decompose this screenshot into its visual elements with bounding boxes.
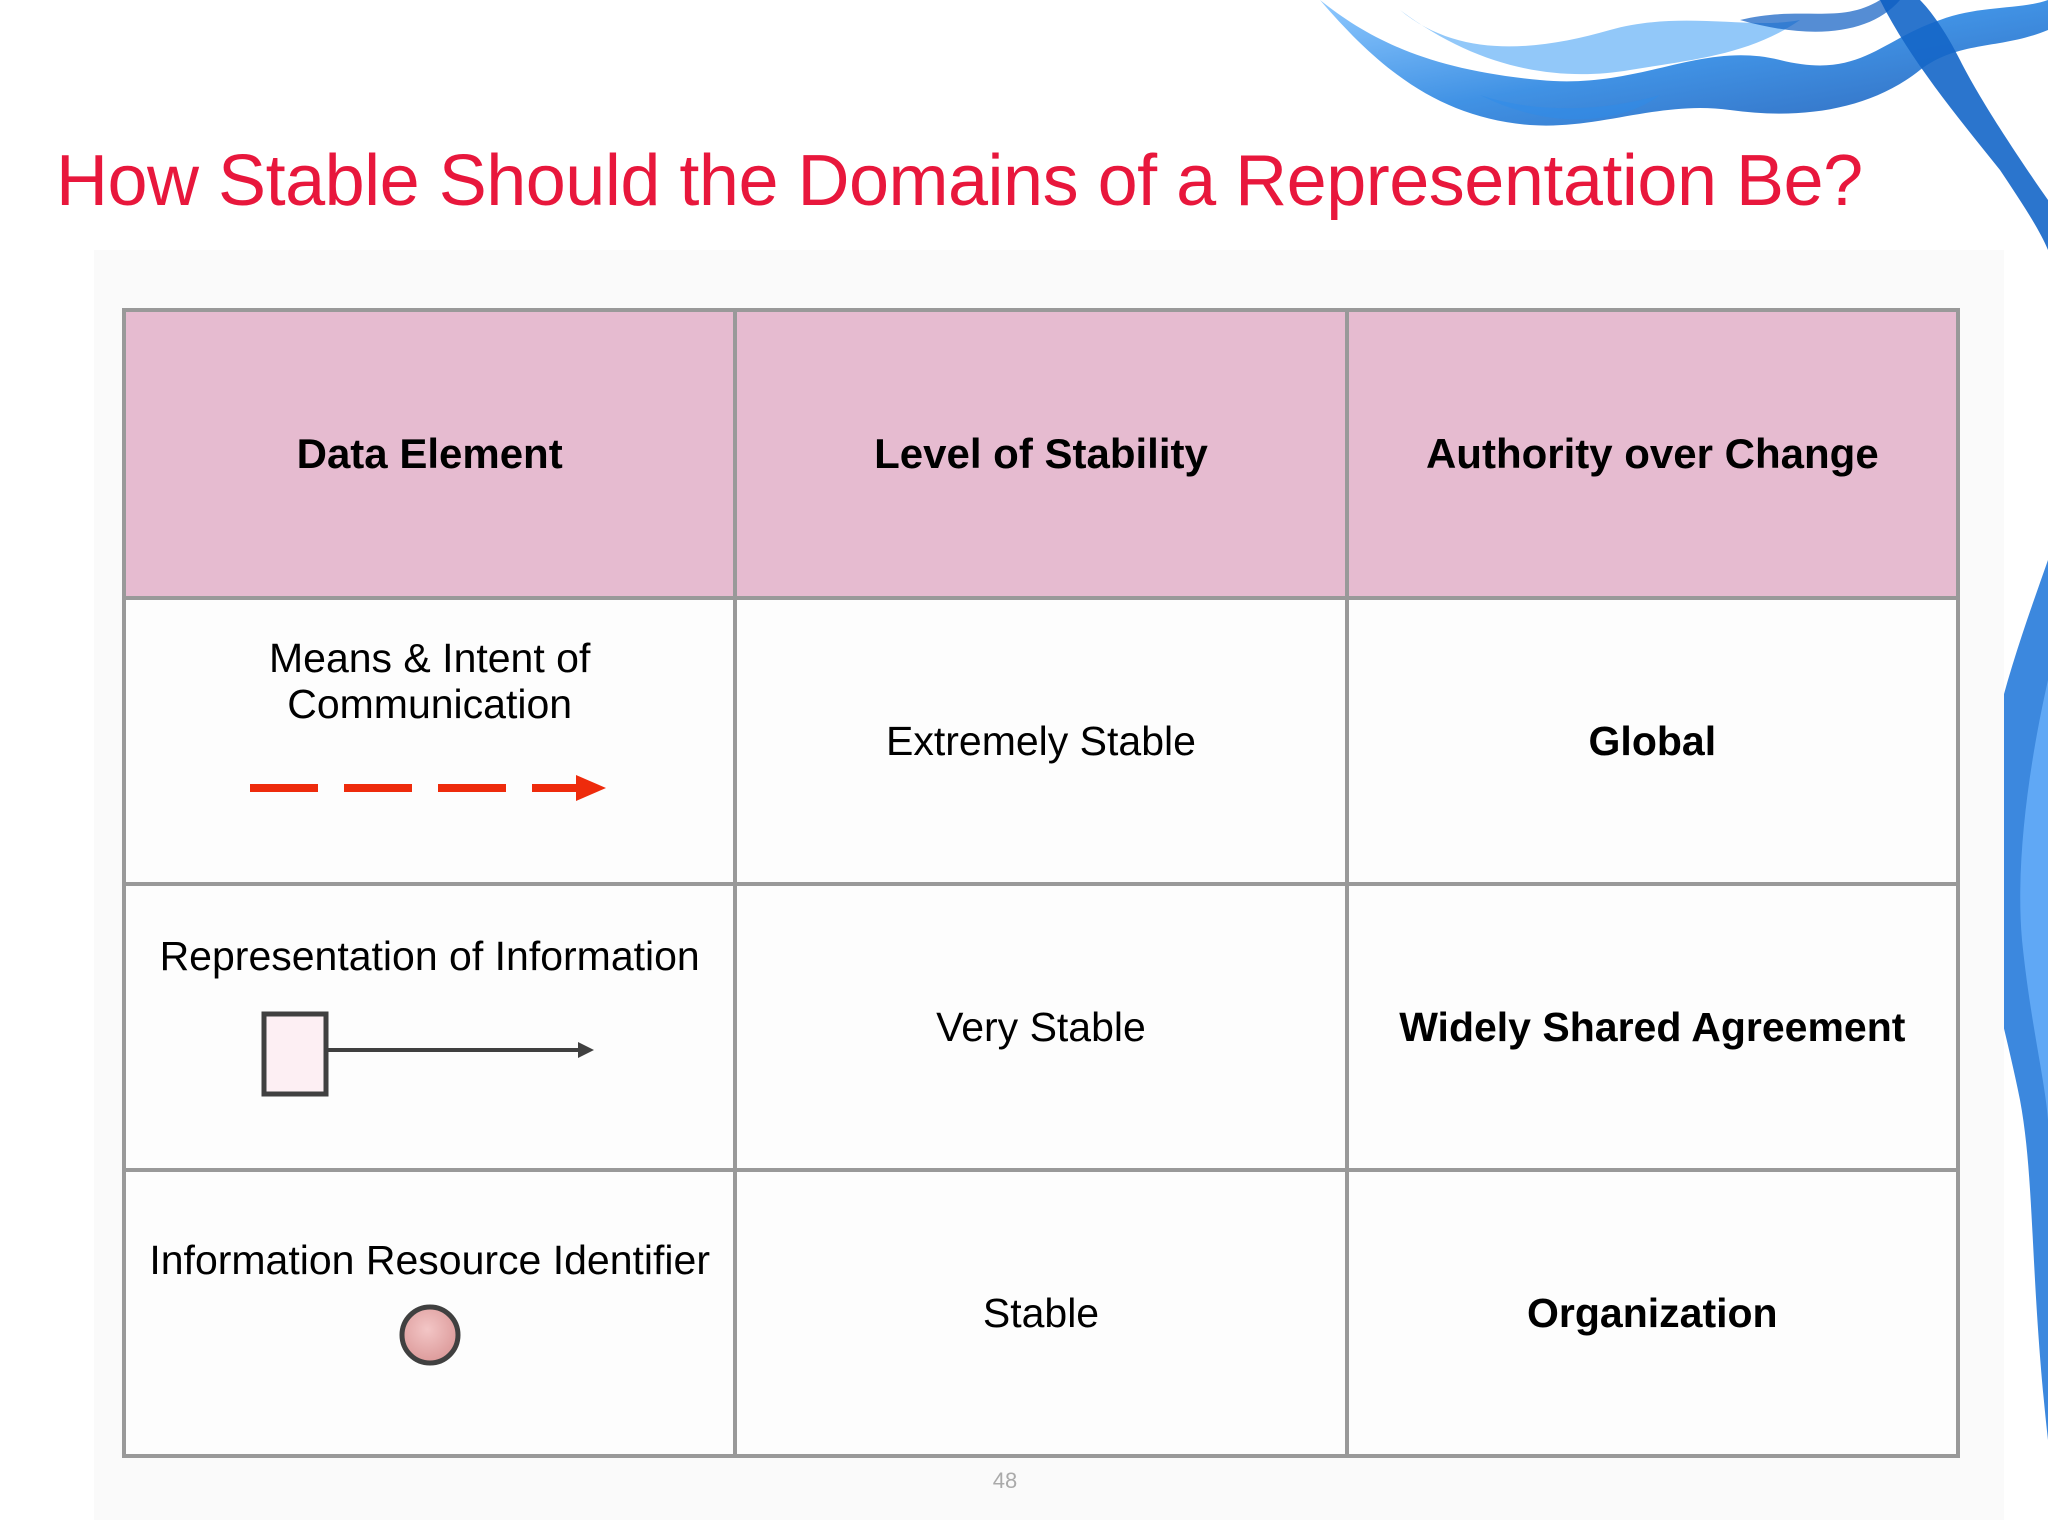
cell-stability: Extremely Stable — [735, 598, 1346, 884]
cell-authority: Global — [1347, 598, 1958, 884]
box-arrow-icon — [126, 1010, 733, 1100]
slide-title: How Stable Should the Domains of a Representation Be? — [56, 141, 1863, 221]
cell-authority: Widely Shared Agreement — [1347, 884, 1958, 1170]
element-label — [126, 934, 733, 980]
header-level-of-stability: Level of Stability — [735, 310, 1346, 598]
element-label — [126, 1238, 733, 1284]
element-label-line: Communication — [287, 681, 573, 727]
header-data-element: Data Element — [124, 310, 735, 598]
table-header-row — [124, 310, 1958, 598]
cell-data-element — [124, 884, 735, 1170]
cell-data-element — [124, 1170, 735, 1456]
element-label-line: Representation of Information — [159, 933, 700, 980]
table-row — [124, 598, 1958, 884]
cell-data-element — [124, 598, 735, 884]
circle-node-icon — [126, 1302, 733, 1368]
cell-stability: Stable — [735, 1170, 1346, 1456]
table-row — [124, 1170, 1958, 1456]
cell-stability: Very Stable — [735, 884, 1346, 1170]
element-label — [126, 636, 733, 728]
dashed-red-arrow-icon — [126, 772, 733, 804]
stability-table — [122, 308, 1960, 1458]
table-row — [124, 884, 1958, 1170]
element-label-line: Means & Intent of — [268, 635, 591, 682]
page-number: 48 — [992, 1468, 1018, 1493]
header-authority-over-change: Authority over Change — [1347, 310, 1958, 598]
element-label-line: Information Resource Identifier — [149, 1237, 710, 1284]
cell-authority: Organization — [1347, 1170, 1958, 1456]
